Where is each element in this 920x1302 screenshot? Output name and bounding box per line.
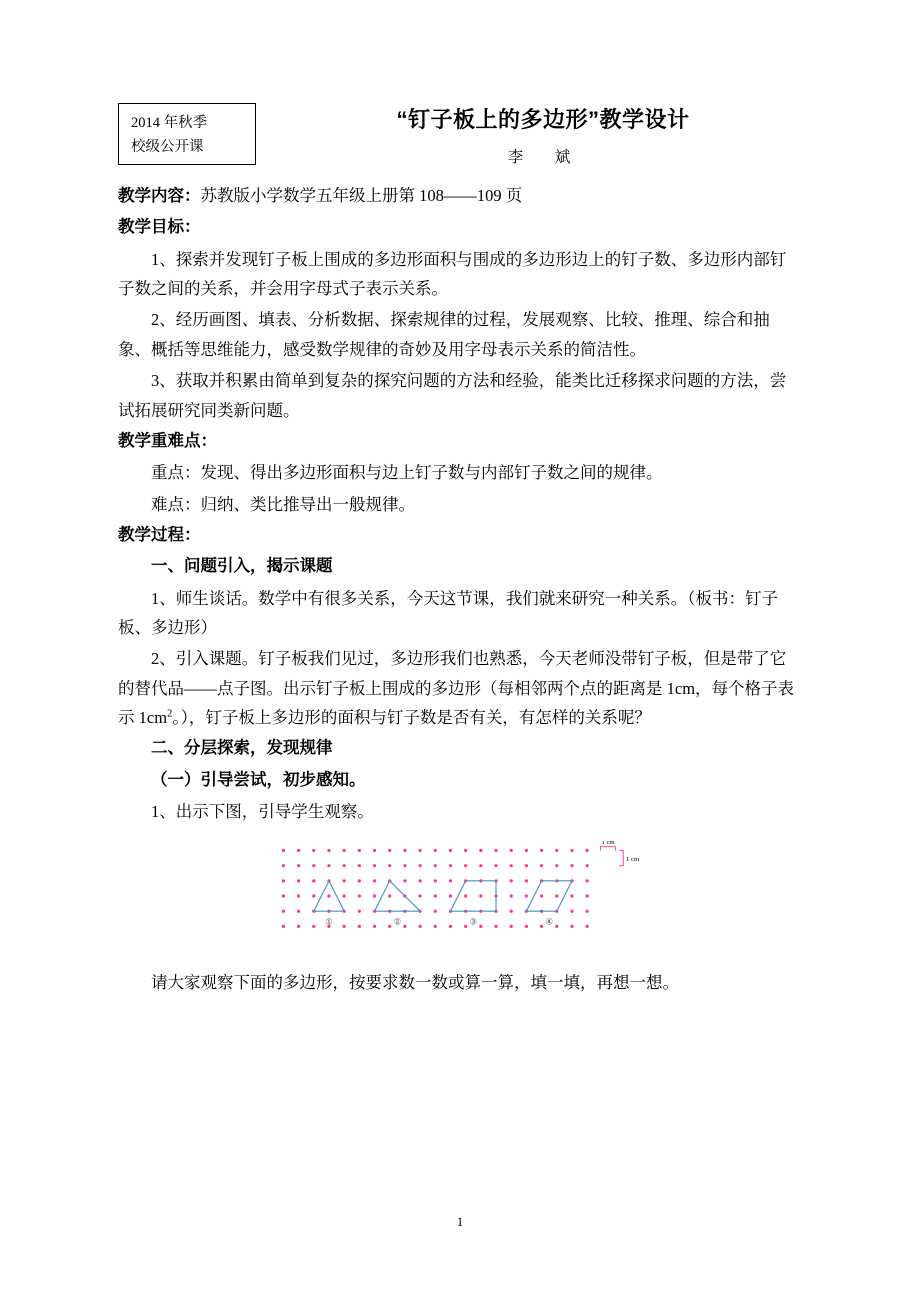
polygon-2-label: ② xyxy=(393,916,402,927)
document-body xyxy=(118,181,800,997)
part-one-paragraph-1: 1、师生谈话。数学中有很多关系，今天这节课，我们就来研究一种关系。（板书：钉子板、多边形） xyxy=(118,588,778,638)
polygon-shapes xyxy=(314,880,572,910)
part-one-paragraph-2 xyxy=(118,644,800,732)
scale-marker xyxy=(600,846,623,865)
scale-side-label: 1 cm xyxy=(626,855,640,863)
scale-top-bracket xyxy=(600,846,615,850)
part-two-heading: 二、分层探索，发现规律 xyxy=(151,739,333,758)
document-header xyxy=(118,95,800,173)
teaching-process-label: 教学过程： xyxy=(118,525,201,544)
page-number: 1 xyxy=(456,1214,464,1229)
key-point-text: 重点：发现、得出多边形面积与边上钉子数与内部钉子数之间的规律。 xyxy=(151,463,663,483)
stamp-line-2: 校级公开课 xyxy=(131,138,204,155)
after-figure-paragraph: 请大家观察下面的多边形，按要求数一数或算一算，填一填，再想一想。 xyxy=(151,972,679,992)
teaching-content-label: 教学内容： xyxy=(118,187,201,205)
part-one-paragraph-2-b: 。），钉子板上多边形的面积与钉子数是否有关，有怎样的关系呢？ xyxy=(172,708,651,728)
polygon-4-label: ④ xyxy=(545,916,553,927)
key-difficulty-label: 教学重难点： xyxy=(118,431,217,450)
dot-grid-figure-wrapper xyxy=(118,841,800,962)
teaching-goal-1: 1、探索并发现钉子板上围成的多边形面积与围成的多边形边上的钉子数、多边形内部钉子数之间的关系，并会用字母式子表示关系。 xyxy=(118,249,787,299)
square-unit-superscript: 2 xyxy=(167,707,173,720)
polygon-2-triangle xyxy=(375,880,421,910)
part-one-paragraph-2-a: 2、引入课题。钉子板我们见过，多边形我们也熟悉，今天老师没带钉子板，但是带了它的替代品——点子图。出示钉子板上围成的多边形（每相邻两个点的距离是 1cm，每个格子表示 1cm xyxy=(118,649,795,728)
dot-grid-figure xyxy=(269,841,649,953)
polygon-3-quadrilateral xyxy=(450,880,496,910)
difficulty-point-text: 难点：归纳、类比推导出一般规律。 xyxy=(151,494,415,514)
course-stamp-box xyxy=(118,103,256,165)
page-title: “钉子板上的多边形”教学设计 xyxy=(396,107,690,132)
teaching-goal-2: 2、经历画图、填表、分析数据、探索规律的过程，发展观察、比较、推理、综合和抽象、概括等思维能力，感受数学规律的奇妙及用字母表示关系的简洁性。 xyxy=(118,310,770,359)
teaching-content-text: 苏教版小学数学五年级上册第 108——109 页 xyxy=(200,186,523,205)
scale-top-label: 1 cm xyxy=(601,840,615,846)
polygon-3-label: ③ xyxy=(469,916,478,927)
teaching-content-line xyxy=(118,181,800,211)
polygon-1-label: ① xyxy=(325,916,333,927)
part-two-subheading: （一）引导尝试，初步感知。 xyxy=(151,770,366,789)
stamp-line-1: 2014 年秋季 xyxy=(131,115,208,131)
part-one-heading: 一、问题引入，揭示课题 xyxy=(151,557,333,576)
part-two-paragraph-1: 1、出示下图，引导学生观察。 xyxy=(151,802,374,822)
polygon-4-parallelogram xyxy=(526,880,572,910)
teaching-goal-3: 3、获取并积累由简单到复杂的探究问题的方法和经验，能类比迁移探求问题的方法，尝试拓展研究同类新问题。 xyxy=(118,371,787,420)
teaching-goals-label: 教学目标： xyxy=(118,218,201,237)
scale-side-bracket xyxy=(619,850,623,865)
author-name: 李 斌 xyxy=(507,149,579,166)
